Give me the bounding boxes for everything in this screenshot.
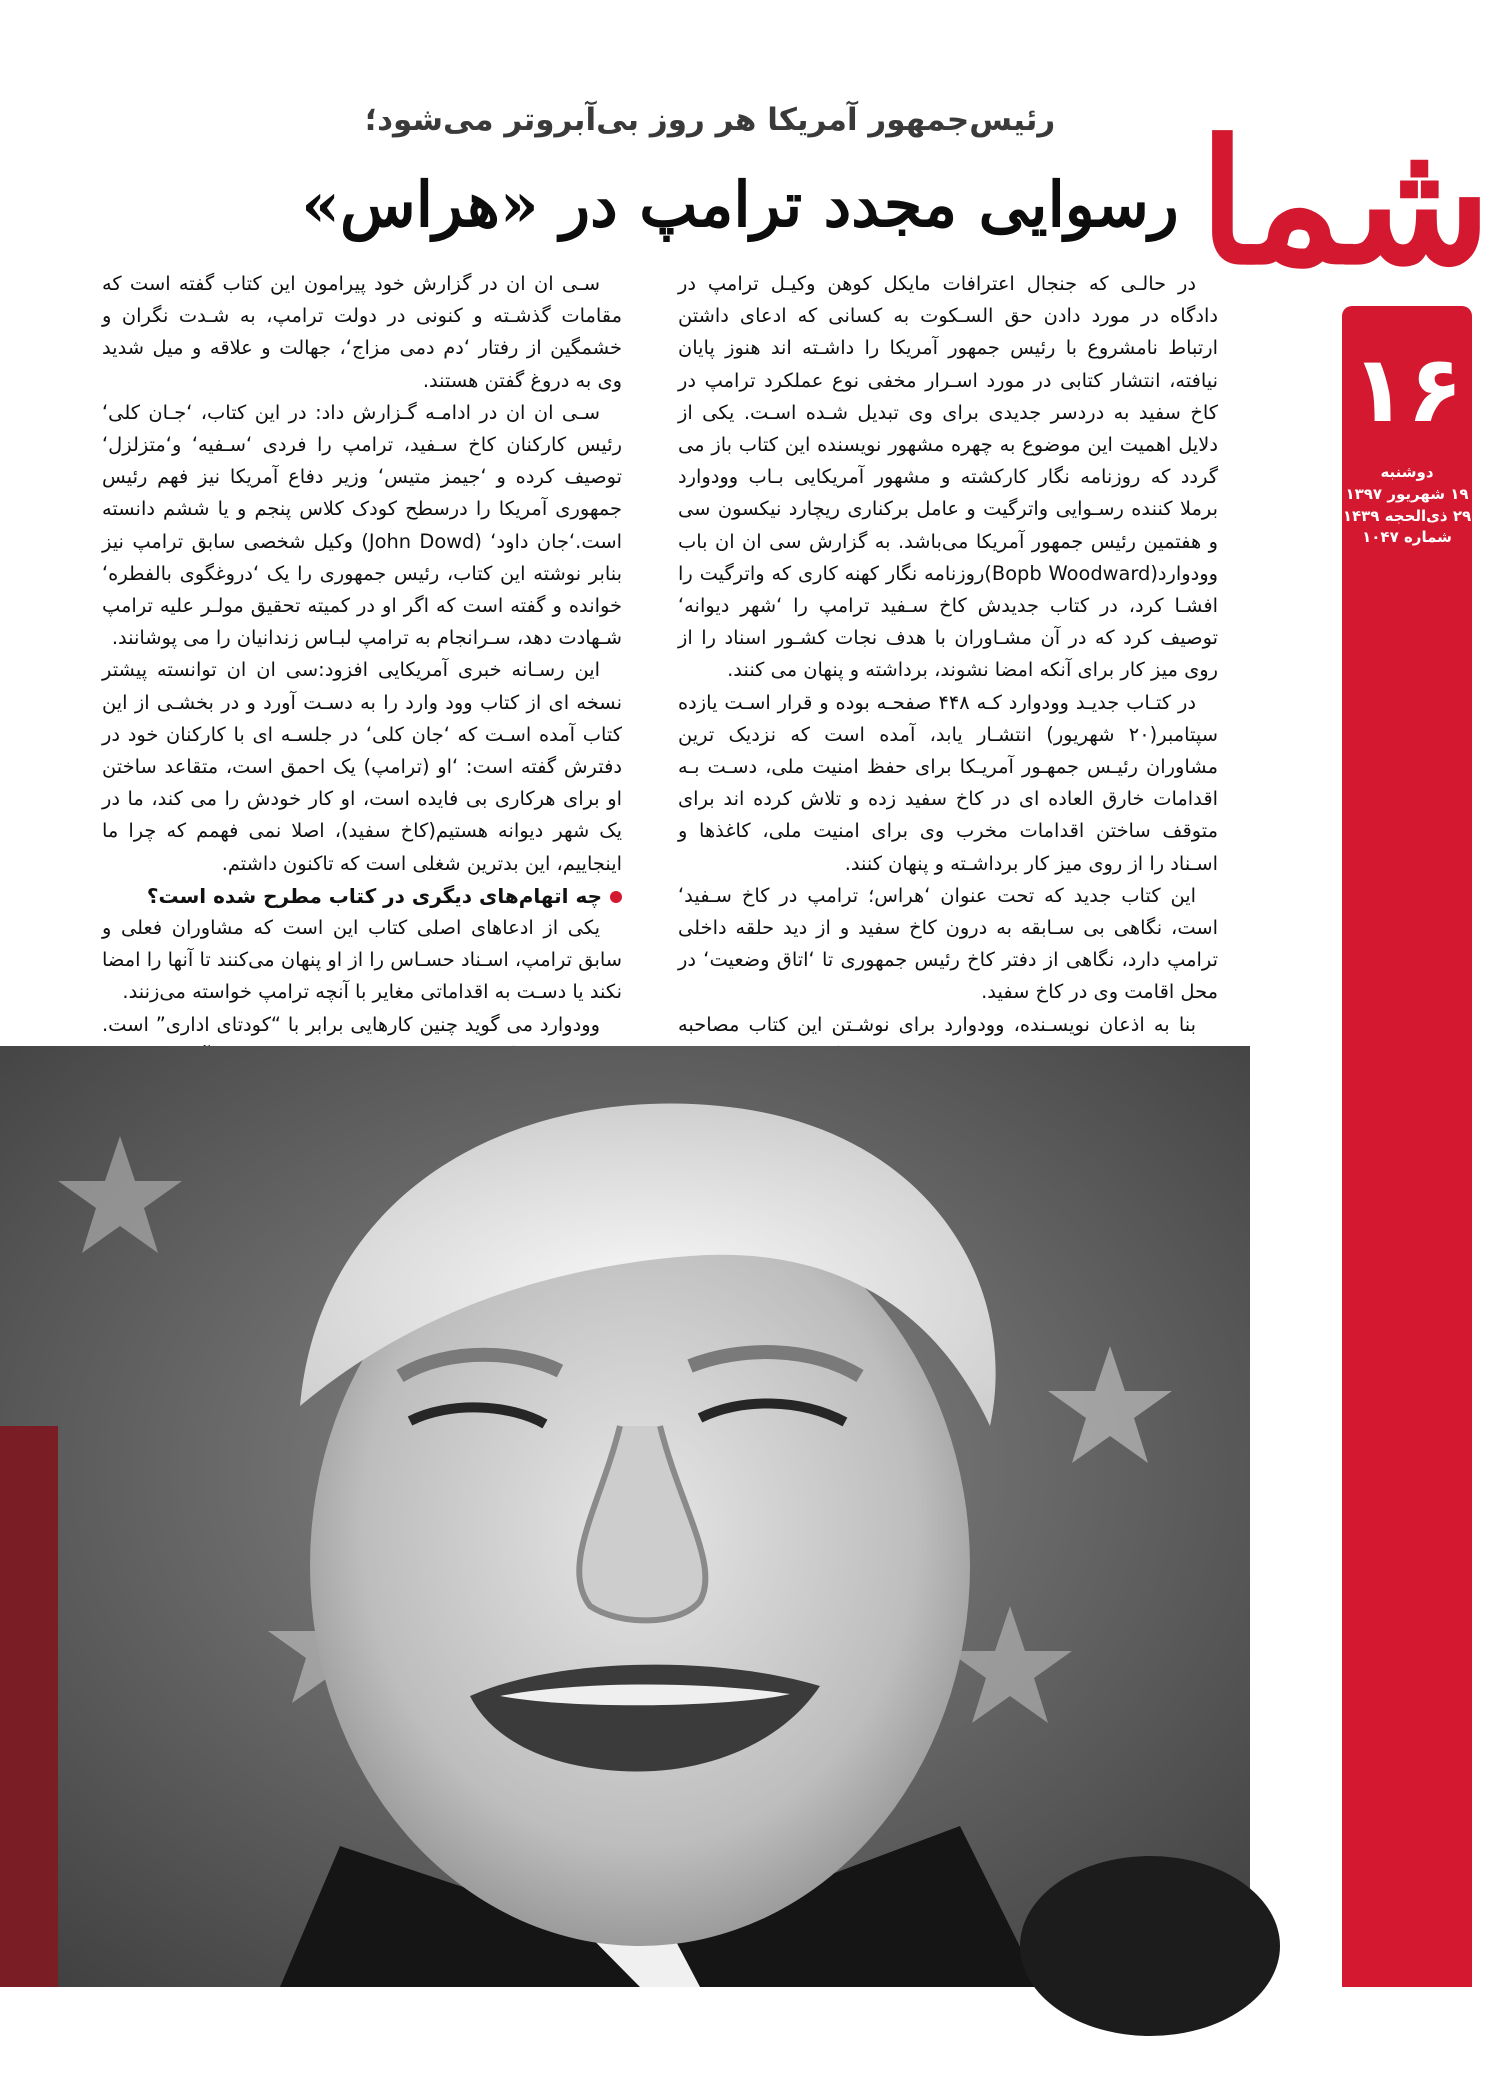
photo-graphic <box>0 1046 1250 1987</box>
weekday: دوشنبه <box>1380 463 1434 481</box>
paragraph: در کتـاب جدیـد وودوارد کـه ۴۴۸ صفحـه بوده و قرار اسـت یازده سپتامبر(۲۰ شهریور) انتشـار یابد، آمده است که نزدیک ترین مشاوران رئیـس جمهـور آمریـکا برای حفظ امنیت ملی، دسـت بـه اقدامات خارق العاده ای در کاخ سفید زده و تلاش کرده اند برای متوقف ساختن اقدامات مخرب وی برای امنیت ملی، کاغذها و اسـناد را از روی میز کار برداشـته و پنهان کنند. <box>678 690 1218 875</box>
article-column-right <box>678 268 1218 1040</box>
article-column-left <box>102 268 622 1040</box>
paragraph: سـی ان ان در ادامـه گـزارش داد: در این کتاب، ‘جـان کلی‘ رئیس کارکنان کاخ سـفید، ترامپ را فردی ‘سـفیه‘ و‘متزلزل‘ توصیف کرده و ‘جیمز متیس‘ وزیر دفاع آمریکا نیز فهم رئیس جمهوری آمریکا را درسطح کودک کلاس پنجم و یا ششم دانسته است.‘جان داود‘ (John Dowd) وکیل شخصی سابق ترامپ نیز بنابر نوشته این کتاب، رئیس جمهوری را یک ‘دروغگوی بالفطره‘ خوانده و گفته است که اگر او در کمیته تحقیق مولـر علیه ترامپ شـهادت دهد، سـرانجام به ترامپ لبـاس زندانیان را می پوشانند. <box>102 400 622 650</box>
bullet-icon <box>610 891 622 903</box>
date-solar: ۱۹ شهریور ۱۳۹۷ <box>1345 484 1469 503</box>
sidebar-strip <box>1342 306 1472 1987</box>
paragraph: سـی ان ان در گزارش خود پیرامون این کتاب گفته است که مقامات گذشـته و کنونی در دولت ترامپ، به شـدت نگران و خشمگین از رفتار ‘دم دمی مزاج‘، جهالت و علاقه و میل شدید وی به دروغ گفتن هستند. <box>102 272 622 392</box>
paragraph: در حالـی که جنجال اعترافات مایکل کوهن وکیـل ترامپ در دادگاه در مورد دادن حق السـکوت به کسانی که ادعای داشتن ارتباط نامشروع با رئیس جمهور آمریکا را داشـته اند هنوز پایان نیافته، انتشار کتابی در مورد اسـرار مخفی نوع عملکرد ترامپ در کاخ سفید به دردسر جدیدی برای وی تبدیل شـده اسـت. یکی از دلایل اهمیت این موضوع به چهره مشهور نویسنده این کتاب باز می گردد که روزنامه نگار کارکشته و مشهور آمریکایی بـاب وودوارد برملا کننده رسـوایی واترگیت و عامل برکناری ریچارد نیکسون سی و هفتمین رئیس جمهور آمریکا می‌باشد. به گزارش سی ان ان باب وودوارد(Bopb Woodward)روزنامه نگار کهنه کاری که واترگیت را افشـا کرد، در کتاب جدیدش کاخ سـفید ترامپ را ‘شهر دیوانه‘ توصیف کرد که در آن مشـاوران با هدف نجات کشـور اسناد را از روی میز کار برای آنکه امضا نشوند، برداشته و پنهان می کنند. <box>678 272 1218 682</box>
article-photo <box>0 1046 1250 1987</box>
kicker: رئیس‌جمهور آمریکا هر روز بی‌آبروتر می‌شود؛ <box>364 102 1056 138</box>
headline: رسوایی مجدد ترامپ در «هراس» <box>301 168 1179 241</box>
paragraph: این رسـانه خبری آمریکایی افزود:سی ان ان توانسته پیشتر نسخه ای از کتاب وود وارد را به دسـت آورد و در بخشـی از این کتاب آمده اسـت که ‘جان کلی‘ در جلسـه ای با کارکنان خود در دفترش گفته است: ‘او (ترامپ) یک احمق است، متقاعد ساختن او برای هرکاری بی فایده است، او کار خودش را می کند، ما در یک شهر دیوانه هستیم(کاخ سفید)، اصلا نمی فهمم که چرا ما اینجاییم، این بدترین شغلی است که تاکنون داشتم. <box>102 658 622 875</box>
logo-text: شما <box>1198 103 1492 303</box>
paragraph: وودوارد می گوید چنین کارهایی برابر با “کودتای اداری” است. <box>102 1012 600 1036</box>
paragraph: بنا به اذعان نویسـنده، وودوارد برای نوشـتن این کتاب مصاحبه <box>678 1012 1196 1036</box>
subhead-text: چه اتهام‌های دیگری در کتاب مطرح شده است؟ <box>146 883 602 908</box>
issue-info <box>1342 462 1472 549</box>
paragraph: یکی از ادعاهای اصلی کتاب این است که مشاوران فعلی و سابق ترامپ، اسـناد حسـاس را از او پنهان می‌کنند تا آنها را امضا نکند یا دسـت به اقداماتی مغایر با آنچه ترامپ خواسته می‌زنند. <box>102 916 622 1004</box>
issue-number: شماره ۱۰۴۷ <box>1362 528 1452 547</box>
date-lunar: ۲۹ ذی‌الحجه ۱۴۳۹ <box>1342 506 1472 525</box>
section-subhead <box>102 880 622 912</box>
paragraph: این کتاب جدید که تحت عنوان ‘هراس؛ ترامپ در کاخ سـفید‘ است، نگاهی بی سـابقه به درون کاخ سفید و از دید حلقه داخلی ترامپ دارد، نگاهی از دفتر کاخ رئیس جمهوری تا ‘اتاق وضعیت‘ در محل اقامت وی در کاخ سفید. <box>678 883 1218 1004</box>
page-number: ۱۶ <box>1350 336 1464 443</box>
